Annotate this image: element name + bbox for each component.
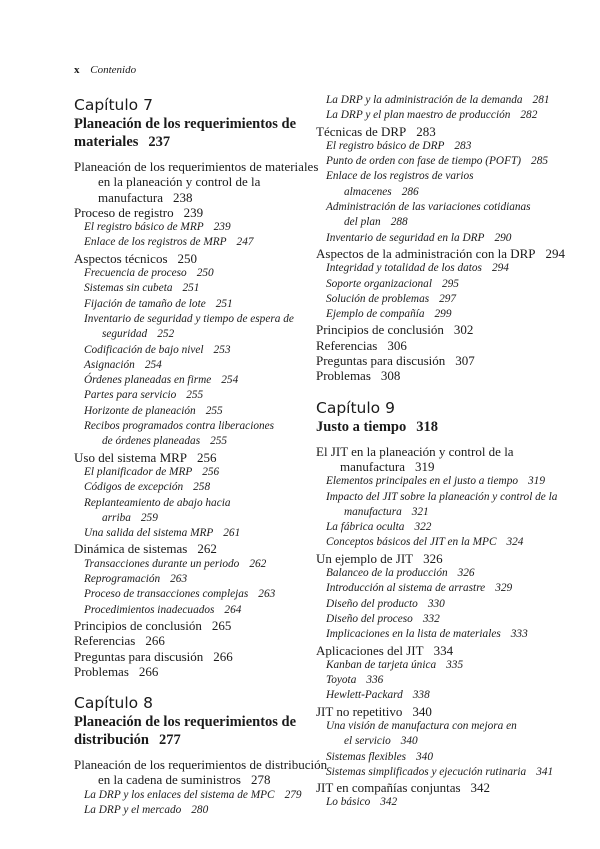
entry-page-number: 252: [157, 328, 175, 341]
toc-entry: [316, 643, 556, 658]
toc-entry: [316, 245, 566, 261]
toc-entry: [316, 704, 556, 719]
chapter-title-text: Planeación de los requerimientos de: [74, 116, 297, 132]
entry-page-number: 266: [138, 663, 159, 679]
entry-text: Sistemas sin cubeta: [84, 282, 173, 295]
toc-entry: [316, 459, 556, 474]
entry-text: Frecuencia de proceso: [84, 267, 187, 280]
page-number: x: [74, 64, 80, 76]
entry-page-number: 262: [249, 557, 267, 570]
entry-text: Lo básico: [326, 796, 371, 809]
toc-entry: [316, 353, 556, 368]
entry-page-number: 254: [221, 374, 239, 387]
entry-text: Aplicaciones del JIT: [316, 642, 424, 658]
entry-page-number: 340: [400, 735, 418, 748]
entry-text: Una visión de manufactura con mejora en: [326, 719, 517, 732]
toc-subentry: [316, 765, 556, 780]
entry-text: La DRP y la administración de la demanda: [326, 94, 523, 106]
entry-page-number: 324: [506, 536, 524, 549]
chapter-title-line: [74, 731, 304, 749]
toc-entry: [74, 450, 304, 465]
running-header: [74, 64, 136, 76]
entry-text: Referencias: [316, 337, 378, 353]
toc-entry: [74, 251, 304, 266]
entry-page-number: 283: [416, 123, 436, 139]
entry-page-number: 326: [457, 567, 475, 580]
toc-subentry: [316, 658, 556, 673]
toc-subentry: [316, 93, 556, 108]
entry-page-number: 342: [380, 796, 398, 809]
entry-text: Hewlett-Packard: [326, 689, 403, 702]
entry-text: Diseño del producto: [326, 597, 418, 610]
entry-text: Principios de conclusión: [316, 322, 444, 338]
entry-text: Administración de las variaciones cotidianas: [326, 201, 531, 214]
toc-entry: [74, 190, 304, 205]
toc-column-left: [74, 95, 328, 818]
toc-entry: [316, 368, 556, 383]
entry-page-number: 288: [390, 216, 408, 229]
entry-page-number: 321: [411, 505, 429, 518]
entry-text: Órdenes planeadas en firme: [84, 374, 212, 387]
toc-subentry: [74, 266, 304, 281]
toc-subentry: [316, 231, 556, 246]
chapter-heading: [74, 693, 304, 749]
entry-page-number: 262: [197, 541, 217, 557]
entry-text: Aspectos técnicos: [74, 250, 168, 266]
entry-page-number: 308: [380, 368, 401, 384]
entry-page-number: 238: [172, 189, 193, 205]
toc-subentry: [316, 734, 556, 749]
entry-page-number: 338: [412, 689, 430, 702]
entry-page-number: 319: [414, 458, 435, 474]
entry-page-number: 307: [455, 353, 475, 369]
entry-text: en la cadena de suministros: [98, 772, 241, 788]
entry-text: Recibos programados contra liberaciones: [84, 420, 275, 433]
entry-text: Uso del sistema MRP: [74, 449, 188, 465]
entry-page-number: 250: [196, 267, 214, 280]
entry-text: Planeación de los requerimientos de distribución: [74, 757, 328, 773]
toc-entry: [74, 205, 304, 220]
toc-subentry: [74, 480, 304, 495]
toc-subentry: [74, 281, 304, 296]
entry-page-number: 294: [491, 262, 509, 275]
toc-subentry: [74, 557, 304, 572]
entry-page-number: 335: [446, 658, 464, 671]
toc-entry: [74, 649, 304, 664]
toc-subentry: [316, 750, 556, 765]
toc-subentry: [74, 496, 304, 511]
toc-subentry: [316, 474, 556, 489]
entry-text: El planificador de MRP: [84, 465, 193, 478]
entry-text: Reprogramación: [84, 573, 161, 586]
entry-page-number: 265: [211, 617, 232, 633]
entry-text: Integridad y totalidad de los datos: [326, 262, 482, 275]
entry-text: manufactura: [344, 505, 402, 518]
entry-text: Codificación de bajo nivel: [84, 343, 204, 356]
toc-subentry: [316, 215, 556, 230]
chapter-heading: [316, 398, 556, 436]
toc-subentry: [316, 307, 556, 322]
toc-entry: [74, 757, 328, 773]
entry-text: Aspectos de la administración con la DRP: [316, 245, 536, 261]
entry-page-number: 342: [470, 780, 491, 796]
entry-text: Toyota: [326, 674, 357, 687]
toc-entry: [74, 618, 304, 633]
toc-subentry: [316, 139, 556, 154]
entry-page-number: 255: [205, 404, 223, 417]
toc-subentry: [316, 581, 556, 596]
entry-page-number: 256: [197, 449, 217, 465]
toc-subentry: [74, 388, 304, 403]
entry-text: Implicaciones en la lista de materiales: [326, 628, 501, 641]
entry-text: Fijación de tamaño de lote: [84, 297, 206, 310]
entry-text: Ejemplo de compañía: [326, 308, 425, 321]
entry-text: El JIT en la planeación y control de la: [316, 443, 514, 459]
entry-text: seguridad: [102, 328, 148, 341]
entry-page-number: 266: [213, 648, 233, 664]
entry-page-number: 278: [250, 772, 271, 788]
entry-page-number: 299: [434, 308, 452, 321]
entry-text: Problemas: [316, 368, 371, 384]
toc-subentry: [74, 603, 304, 618]
entry-page-number: 340: [412, 703, 432, 719]
entry-page-number: 264: [224, 603, 242, 616]
entry-page-number: 294: [545, 245, 566, 261]
chapter-page-number: 277: [158, 732, 181, 749]
entry-page-number: 247: [236, 236, 254, 249]
toc-subentry: [74, 220, 304, 235]
entry-text: Enlace de los registros de MRP: [84, 236, 227, 249]
toc-entry: [74, 159, 319, 174]
toc-subentry: [74, 526, 304, 541]
toc-subentry: [74, 465, 304, 480]
toc-subentry: [316, 566, 556, 581]
entry-page-number: 250: [177, 250, 198, 266]
toc-subentry: [316, 612, 556, 627]
entry-text: Sistemas flexibles: [326, 750, 407, 763]
entry-text: Proceso de transacciones complejas: [84, 588, 249, 601]
entry-page-number: 326: [423, 550, 443, 566]
entry-text: Balanceo de la producción: [326, 567, 448, 580]
entry-page-number: 239: [183, 204, 204, 220]
entry-text: Replanteamiento de abajo hacia: [84, 496, 231, 509]
entry-page-number: 341: [536, 765, 554, 778]
toc-entry: [74, 772, 304, 787]
entry-text: La DRP y el plan maestro de producción: [326, 109, 511, 122]
toc-entry: [74, 174, 304, 189]
toc-subentry: [316, 108, 556, 123]
entry-page-number: 330: [427, 597, 445, 610]
entry-text: en la planeación y control de la: [98, 174, 261, 190]
entry-text: Dinámica de sistemas: [74, 541, 188, 557]
chapter-label: Capítulo 9: [316, 398, 395, 417]
chapter-title-line: [74, 133, 304, 151]
chapter-label: Capítulo 7: [74, 96, 153, 114]
entry-text: Transacciones durante un periodo: [84, 557, 240, 570]
toc-entry: [316, 338, 556, 353]
entry-text: Inventario de seguridad y tiempo de espera de: [84, 312, 294, 325]
entry-page-number: 258: [193, 481, 211, 494]
toc-subentry: [316, 292, 556, 307]
entry-page-number: 263: [258, 588, 276, 601]
entry-text: manufactura: [340, 458, 405, 474]
entry-text: La fábrica oculta: [326, 521, 405, 534]
toc-subentry: [316, 520, 556, 535]
entry-text: Solución de problemas: [326, 292, 430, 305]
entry-text: Asignación: [84, 358, 135, 371]
chapter-title-text: distribución: [74, 732, 149, 749]
entry-text: Punto de orden con fase de tiempo (POFT): [326, 155, 522, 168]
running-title: Contenido: [90, 64, 137, 76]
entry-page-number: 319: [528, 475, 545, 488]
entry-page-number: 253: [213, 343, 231, 356]
entry-text: Una salida del sistema MRP: [84, 527, 214, 540]
chapter-title-line: [316, 418, 556, 436]
chapter-page-number: 237: [148, 134, 171, 150]
entry-page-number: 295: [441, 277, 459, 290]
entry-page-number: 340: [416, 750, 433, 763]
toc-subentry: [74, 312, 304, 327]
toc-subentry: [316, 185, 556, 200]
entry-page-number: 285: [531, 155, 548, 168]
entry-text: Introducción al sistema de arrastre: [326, 582, 486, 595]
toc-entry: [74, 541, 304, 556]
entry-page-number: 302: [453, 322, 474, 338]
toc-subentry: [74, 235, 304, 250]
entry-text: La DRP y el mercado: [84, 803, 182, 816]
chapter-title-text: Justo a tiempo: [316, 418, 407, 435]
entry-page-number: 279: [284, 788, 302, 801]
entry-text: almacenes: [344, 185, 392, 198]
entry-page-number: 256: [202, 465, 220, 478]
toc-subentry: [74, 803, 304, 818]
toc-subentry: [316, 627, 556, 642]
entry-page-number: 280: [191, 803, 209, 816]
entry-page-number: 254: [144, 358, 162, 371]
entry-page-number: 336: [366, 674, 384, 687]
entry-text: El registro básico de DRP: [326, 139, 445, 152]
toc-subentry: [74, 572, 304, 587]
toc-subentry: [74, 788, 304, 803]
entry-text: Elementos principales en el justo a tiempo: [326, 475, 519, 488]
entry-text: Inventario de seguridad en la DRP: [326, 231, 485, 244]
toc-entry: [316, 322, 556, 337]
entry-text: Soporte organizacional: [326, 277, 432, 290]
entry-text: JIT no repetitivo: [316, 703, 403, 719]
entry-page-number: 255: [210, 435, 228, 448]
entry-text: Principios de conclusión: [74, 617, 202, 633]
chapter-label: Capítulo 8: [74, 694, 153, 713]
toc-entry: [316, 444, 556, 459]
entry-text: Problemas: [74, 663, 129, 679]
entry-text: Proceso de registro: [74, 204, 174, 220]
toc-subentry: [316, 673, 556, 688]
toc-subentry: [316, 261, 556, 276]
entry-text: manufactura: [98, 189, 163, 205]
entry-text: del plan: [344, 216, 381, 229]
toc-subentry: [316, 490, 556, 505]
entry-text: JIT en compañías conjuntas: [316, 780, 461, 796]
entry-text: el servicio: [344, 735, 391, 748]
toc-entry: [74, 664, 304, 679]
entry-page-number: 290: [494, 231, 512, 244]
chapter-heading: [74, 95, 304, 151]
toc-entry: [316, 124, 556, 139]
entry-text: El registro básico de MRP: [84, 221, 204, 234]
entry-text: Un ejemplo de JIT: [316, 550, 414, 566]
entry-page-number: 332: [422, 612, 440, 625]
entry-text: Kanban de tarjeta única: [326, 658, 437, 671]
entry-page-number: 282: [520, 109, 538, 122]
entry-text: La DRP y los enlaces del sistema de MPC: [84, 788, 275, 801]
toc-subentry: [74, 358, 304, 373]
toc-subentry: [316, 154, 556, 169]
entry-text: Diseño del proceso: [326, 612, 413, 625]
toc-subentry: [74, 404, 304, 419]
entry-text: Horizonte de planeación: [84, 404, 196, 417]
entry-page-number: 251: [182, 282, 200, 295]
entry-page-number: 286: [401, 185, 419, 198]
entry-page-number: 333: [510, 628, 528, 641]
entry-page-number: 322: [414, 521, 432, 534]
toc-subentry: [316, 505, 556, 520]
entry-text: Preguntas para discusión: [316, 353, 446, 369]
toc-subentry: [316, 597, 556, 612]
entry-text: Preguntas para discusión: [74, 648, 204, 664]
entry-page-number: 297: [439, 292, 457, 305]
chapter-title-text: materiales: [74, 134, 139, 150]
entry-page-number: 255: [186, 389, 204, 402]
toc-subentry: [74, 511, 304, 526]
entry-text: de órdenes planeadas: [102, 435, 201, 448]
chapter-title-line: [74, 713, 304, 731]
entry-text: Técnicas de DRP: [316, 123, 407, 139]
toc-subentry: [316, 688, 556, 703]
entry-page-number: 329: [495, 582, 513, 595]
toc-subentry: [316, 169, 556, 184]
entry-page-number: 334: [433, 642, 454, 658]
chapter-title-line: [74, 115, 304, 133]
section-spacer: [74, 679, 304, 693]
toc-subentry: [74, 587, 304, 602]
toc-subentry: [316, 277, 556, 292]
chapter-page-number: 318: [416, 418, 438, 435]
toc-entry: [316, 780, 556, 795]
entry-page-number: 251: [215, 297, 233, 310]
entry-text: arriba: [102, 511, 131, 524]
toc-subentry: [316, 795, 556, 810]
entry-page-number: 281: [532, 94, 550, 106]
toc-subentry: [74, 343, 304, 358]
entry-text: Sistemas simplificados y ejecución rutinaria: [326, 765, 527, 778]
toc-subentry: [316, 200, 556, 215]
section-spacer: [316, 384, 556, 398]
entry-page-number: 239: [213, 221, 231, 234]
toc-entry: [74, 633, 304, 648]
toc-subentry: [74, 419, 304, 434]
toc-entry: [316, 551, 556, 566]
entry-page-number: 283: [454, 139, 472, 152]
entry-text: Referencias: [74, 633, 136, 649]
entry-text: Planeación de los requerimientos de materiales: [74, 159, 319, 174]
entry-text: Partes para servicio: [84, 389, 177, 402]
entry-text: Enlace de los registros de varios: [326, 170, 474, 183]
entry-text: Conceptos básicos del JIT en la MPC: [326, 536, 497, 549]
chapter-title-text: Planeación de los requerimientos de: [74, 714, 297, 731]
toc-subentry: [74, 297, 304, 312]
entry-text: Impacto del JIT sobre la planeación y control de la: [326, 490, 558, 503]
entry-page-number: 266: [145, 633, 165, 649]
entry-page-number: 263: [170, 573, 188, 586]
entry-text: Códigos de excepción: [84, 481, 184, 494]
toc-subentry: [74, 327, 304, 342]
entry-text: Procedimientos inadecuados: [84, 603, 215, 616]
entry-page-number: 261: [223, 527, 241, 540]
entry-page-number: 306: [387, 337, 407, 353]
toc-subentry: [316, 719, 556, 734]
toc-subentry: [74, 373, 304, 388]
toc-subentry: [74, 434, 304, 449]
toc-column-right: [316, 93, 566, 811]
entry-page-number: 259: [140, 511, 158, 524]
toc-subentry: [316, 535, 556, 550]
